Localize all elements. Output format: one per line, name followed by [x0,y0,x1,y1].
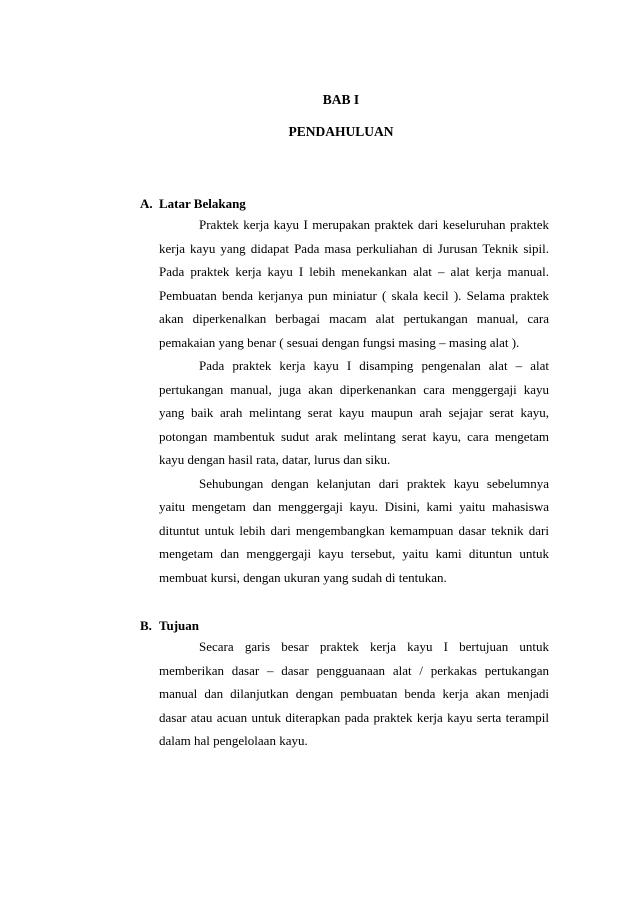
paragraph: Secara garis besar praktek kerja kayu I bertujuan untuk memberikan dasar – dasar pengguanaan alat / perkakas pertukangan manual dan dilanjutkan dengan pembuatan benda kerja akan menjadi dasar atau acuan untuk diterapkan pada praktek kerja kayu serta terampil dalam hal pengelolaan kayu. [159,639,549,748]
chapter-title: PENDAHULUAN [288,124,394,139]
paragraph: Pada praktek kerja kayu I disamping pengenalan alat – alat pertukangan manual, juga akan diperkenankan cara menggergaji kayu yang baik arah melintang serat kayu maupun arah sejajar serat kayu, potongan mambentuk sudut arak melintang serat kayu, cara mengetam kayu dengan hasil rata, datar, lurus dan siku. [159,358,549,467]
section-marker: B. [140,618,152,633]
section-body [159,635,549,753]
paragraph: Praktek kerja kayu I merupakan praktek dari keseluruhan praktek kerja kayu yang didapat Pada masa perkuliahan di Jurusan Teknik sipil. Pada praktek kerja kayu I lebih menekankan alat – alat kerja manual. Pembuatan benda kerjanya pun miniatur ( skala kecil ). Selama praktek akan diperkenalkan berbagai macam alat pertukangan manual, cara pemakaian yang benar ( sesuai dengan fungsi masing – masing alat ). [159,217,549,350]
section-title: Tujuan [159,618,199,633]
section-latar-belakang [140,196,549,589]
section-tujuan [140,618,549,753]
chapter-number: BAB I [322,92,360,107]
section-marker: A. [140,196,153,211]
paragraph: Sehubungan dengan kelanjutan dari praktek kayu sebelumnya yaitu mengetam dan menggergaji kayu. Disini, kami yaitu mahasiswa dituntut untuk lebih dari mengembangkan kemampuan dasar teknik dari mengetam dan menggergaji kayu tersebut, yaitu kami dituntun untuk membuat kursi, dengan ukuran yang sudah di tentukan. [159,475,549,585]
section-title: Latar Belakang [159,196,246,211]
section-heading [140,196,549,212]
section-heading [140,618,549,634]
section-body [159,213,549,589]
